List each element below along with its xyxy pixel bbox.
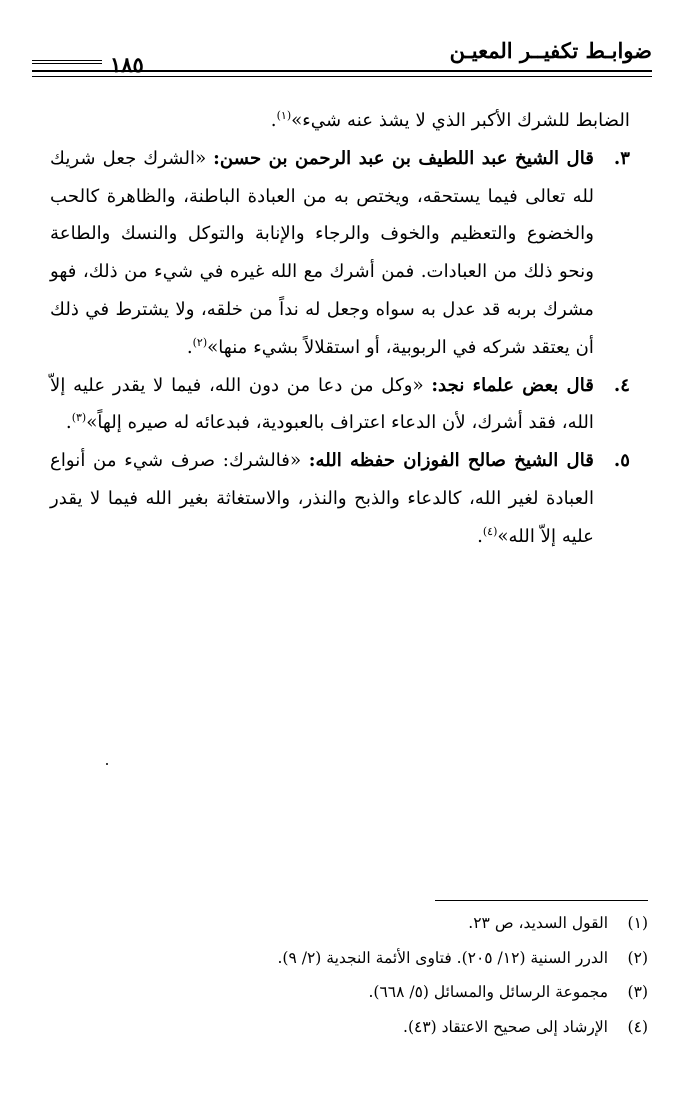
- page-number: ١٨٥: [110, 52, 144, 77]
- footnote-ref: (٢): [192, 335, 208, 349]
- footnote-ref: (٤): [482, 524, 498, 538]
- footnote-ref: (٣): [71, 411, 87, 425]
- footnote: [48, 906, 648, 941]
- footnote-number: (٣): [627, 983, 648, 1001]
- item-text: «وكل من دعا من دون الله، فيما لا يقدر عليه إلاّ الله، فقد أشرك، لأن الدعاء اعتراف بالعبودية، فبدعائه له صيره إلهاً»: [50, 374, 594, 434]
- continuation-paragraph: الضابط للشرك الأكبر الذي لا يشذ عنه شيء»$^{(١)}$.: [270, 108, 630, 131]
- running-title: ضوابـط تكفيــر المعيـن: [449, 38, 652, 63]
- item-speaker: قال الشيخ صالح الفوزان حفظه الله:: [308, 450, 594, 472]
- item-text: «فالشرك: صرف شيء من أنواع العبادة لغير الله، كالدعاء والذبح والنذر، والاستغاثة بغير الله فيما لا يقدر عليه إلاّ الله»: [50, 450, 594, 547]
- item-speaker: قال الشيخ عبد اللطيف بن عبد الرحمن بن حسن:: [213, 147, 594, 169]
- page-header: [32, 30, 652, 80]
- item-text: «الشرك جعل شريك لله تعالى فيما يستحقه، ويختص به من العبادة الباطنة، والظاهرة كالحب والخضوع والتعظيم والخوف والرجاء والإنابة والتوكل والنسك والطاعة ونحو ذلك من العبادات. فمن أشرك مع الله غيره في شيء من ذلك، فهو مشرك بربه قد عدل به سواه وجعل له نداً من خلقه، ولا يشترط في ذلك أن يعتقد شركه في الربوبية، أو استقلالاً بشيء منها»: [50, 147, 594, 358]
- header-ornament-rule: [32, 60, 102, 64]
- item-number: ٥.: [613, 450, 630, 472]
- list-item: ٥. قال الشيخ صالح الفوزان حفظه الله: «فالشرك: صرف شيء من أنواع العبادة لغير الله، كالدعاء والذبح والنذر، والاستغاثة بغير الله فيما لا يقدر عليه إلاّ الله»$^{(٤)}$.: [50, 442, 630, 555]
- footnotes: [48, 906, 648, 1044]
- main-text: [50, 102, 630, 556]
- footnote-text: مجموعة الرسائل والمسائل (٥/ ٦٦٨).: [368, 983, 608, 1001]
- ink-speck: [106, 763, 108, 765]
- item-speaker: قال بعض علماء نجد:: [431, 374, 595, 396]
- footnote-separator: [435, 900, 648, 901]
- header-rule: [32, 70, 652, 77]
- footnote-number: (٢): [627, 948, 648, 967]
- footnote-ref: (١): [276, 108, 292, 122]
- footnote: [48, 941, 648, 976]
- item-number: ٤.: [613, 374, 630, 396]
- item-number: ٣.: [613, 147, 630, 169]
- footnote-text: القول السديد، ص ٢٣.: [468, 914, 608, 932]
- footnote-text: الدرر السنية (١٢/ ٢٠٥). فتاوى الأئمة النجدية (٢/ ٩).: [277, 948, 608, 967]
- footnote: [48, 975, 648, 1010]
- footnote: [48, 1010, 648, 1045]
- list-item: ٤. قال بعض علماء نجد: «وكل من دعا من دون الله، فيما لا يقدر عليه إلاّ الله، فقد أشرك، لأن الدعاء اعتراف بالعبودية، فبدعائه له صيره إلهاً»$^{(٣)}$.: [50, 367, 630, 443]
- list-item: ٣. قال الشيخ عبد اللطيف بن عبد الرحمن بن حسن: «الشرك جعل شريك لله تعالى فيما يستحقه، ويختص به من العبادة الباطنة، والظاهرة كالحب والخضوع والتعظيم والخوف والرجاء والإنابة والتوكل والنسك والطاعة ونحو ذلك من العبادات. فمن أشرك مع الله غيره في شيء من ذلك، فهو مشرك بربه قد عدل به سواه وجعل له نداً من خلقه، ولا يشترط في ذلك أن يعتقد شركه في الربوبية، أو استقلالاً بشيء منها»$^{(٢)}$.: [50, 140, 630, 367]
- footnote-number: (١): [627, 914, 648, 932]
- footnote-number: (٤): [627, 1017, 648, 1036]
- footnote-text: الإرشاد إلى صحيح الاعتقاد (٤٣).: [403, 1017, 608, 1036]
